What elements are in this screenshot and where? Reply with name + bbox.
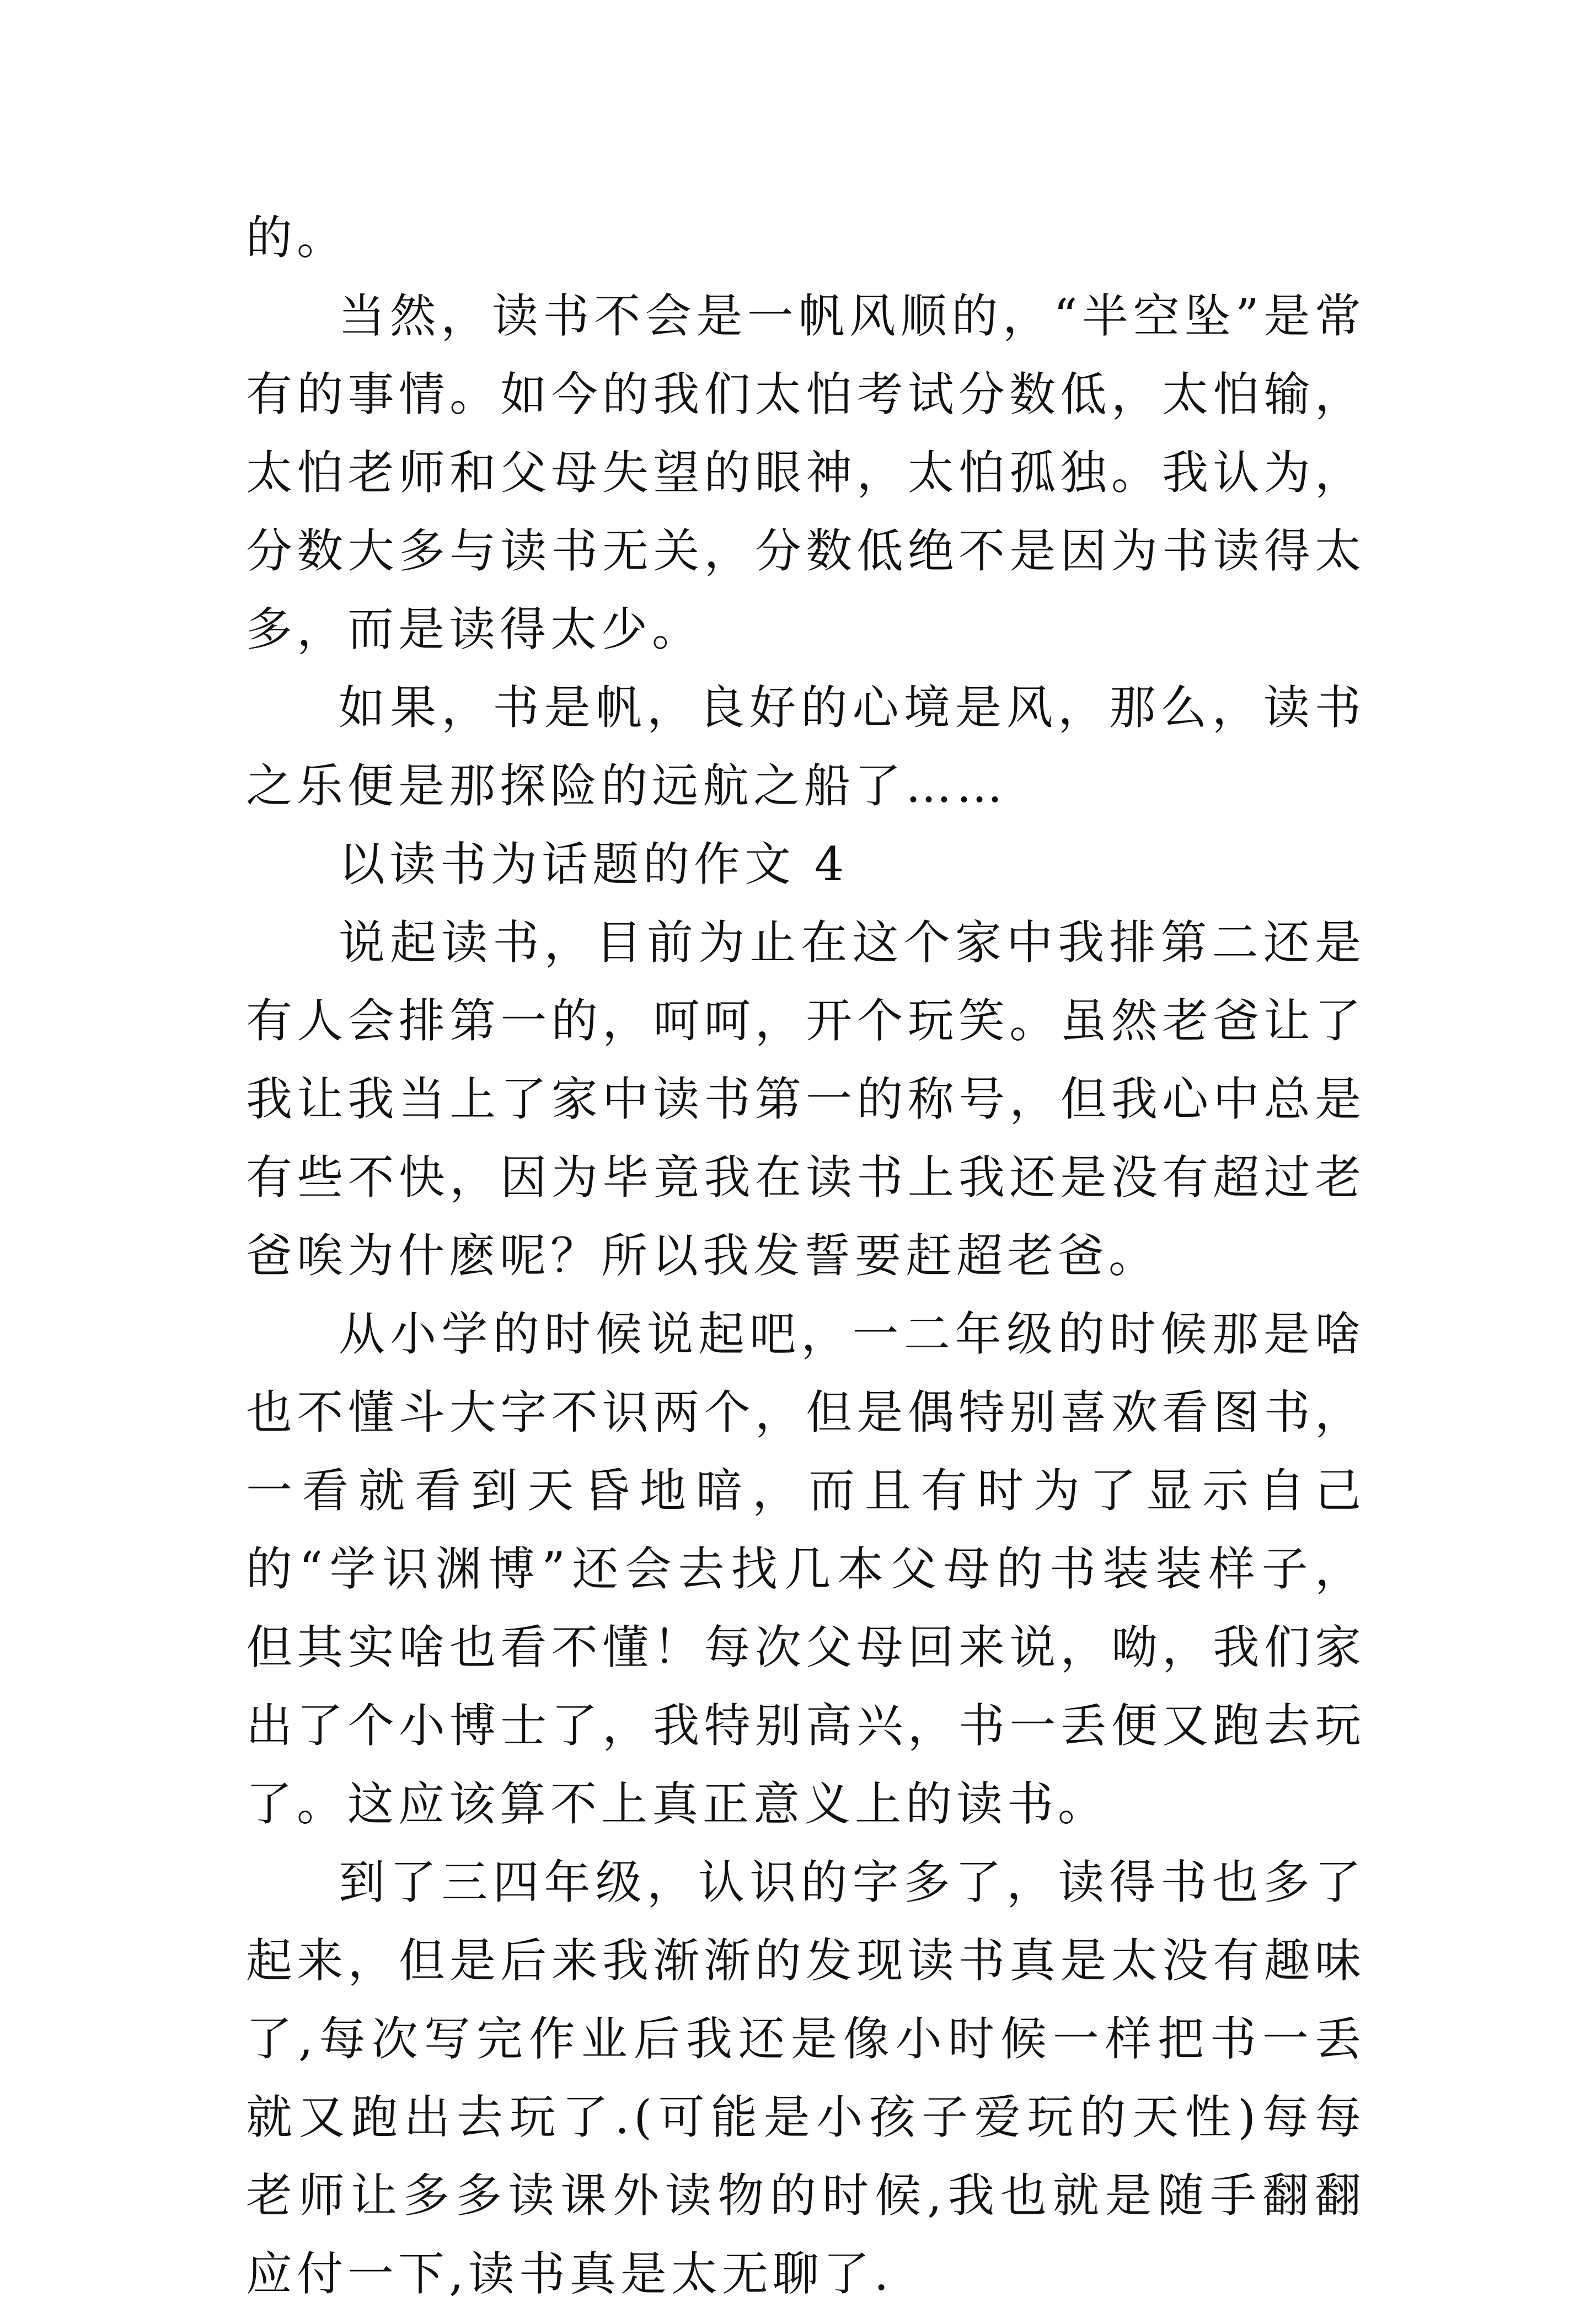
paragraph-early-grades: 从小学的时候说起吧，一二年级的时候那是啥也不懂斗大字不识两个，但是偶特别喜欢看图书，一看就看到天昏地暗，而且有时为了显示自己的“学识渊博”还会去找几本父母的书装装样子，但其实啥也看不懂！每次父母回来说，呦，我们家出了个小博士了，我特别高兴，书一丢便又跑去玩了。这应该算不上真正意义上的读书。	[246, 1307, 1365, 1831]
paragraph-reading-difficulties: 当然，读书不会是一帆风顺的，“半空坠”是常有的事情。如今的我们太怕考试分数低，太怕输，太怕老师和父母失望的眼神，太怕孤独。我认为，分数大多与读书无关，分数低绝不是因为书读得太多，而是读得太少。	[246, 289, 1365, 656]
paragraph-middle-grades: 到了三四年级，认识的字多了，读得书也多了起来，但是后来我渐渐的发现读书真是太没有趣味了,每次写完作业后我还是像小时候一样把书一丢就又跑出去玩了.(可能是小孩子爱玩的天性)每每老师让多多读课外读物的时候,我也就是随手翻翻应付一下,读书真是太无聊了.	[246, 1855, 1365, 2301]
document-body	[246, 199, 1365, 2313]
paragraph-reading-joy: 如果，书是帆，良好的心境是风，那么，读书之乐便是那探险的远航之船了……	[246, 681, 1365, 813]
paragraph-family-ranking: 说起读书，目前为止在这个家中我排第二还是有人会排第一的，呵呵，开个玩笑。虽然老爸让了我让我当上了家中读书第一的称号，但我心中总是有些不快，因为毕竟我在读书上我还是没有超过老爸唉为什麽呢？所以我发誓要赶超老爸。	[246, 915, 1365, 1283]
essay-title: 以读书为话题的作文 4	[339, 837, 849, 891]
paragraph-continuation: 的。	[246, 211, 348, 265]
